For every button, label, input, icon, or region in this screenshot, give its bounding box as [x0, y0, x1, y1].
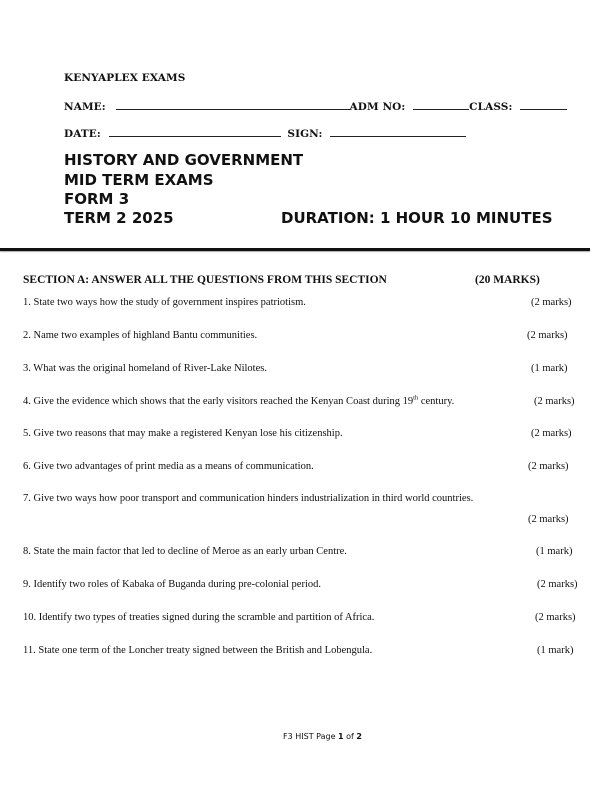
subject-title: HISTORY AND GOVERNMENT [64, 151, 304, 169]
question-marks: (2 marks) [527, 330, 568, 341]
question-text: 5. Give two reasons that may make a registered Kenyan lose his citizenship. [23, 428, 343, 439]
question-text-main: 4. Give the evidence which shows that the early visitors reached the Kenyan Coast during 19 [23, 396, 414, 407]
question-text: 1. State two ways how the study of government inspires patriotism. [23, 297, 306, 308]
exam-title: MID TERM EXAMS [64, 171, 214, 189]
question-marks: (1 mark) [537, 645, 574, 656]
question-text: 3. What was the original homeland of River-Lake Nilotes. [23, 363, 267, 374]
current-page: 1 [338, 732, 344, 741]
term-title: TERM 2 2025 [64, 209, 174, 227]
form-title: FORM 3 [64, 190, 130, 208]
question-marks: (2 marks) [535, 612, 576, 623]
class-field[interactable] [520, 99, 567, 110]
name-label: NAME: [64, 101, 106, 113]
question-text: 10. Identify two types of treaties signed during the scramble and partition of Africa. [23, 612, 375, 623]
question-marks: (2 marks) [537, 579, 578, 590]
duration-title: DURATION: 1 HOUR 10 MINUTES [281, 209, 553, 227]
section-heading: SECTION A: ANSWER ALL THE QUESTIONS FROM THIS SECTION [23, 274, 387, 286]
question-text: 7. Give two ways how poor transport and communication hinders industrialization in third world countries. [23, 493, 474, 504]
question-text: 6. Give two advantages of print media as a means of communication. [23, 461, 314, 472]
footer-of: of [343, 732, 357, 741]
name-field[interactable] [116, 99, 350, 110]
question-marks: (1 mark) [531, 363, 568, 374]
name-row [64, 99, 567, 113]
exam-provider: KENYAPLEX EXAMS [64, 72, 186, 84]
sign-field[interactable] [330, 126, 466, 137]
section-marks: (20 MARKS) [475, 274, 540, 286]
date-label: DATE: [64, 128, 101, 140]
date-row [64, 126, 466, 140]
header-divider [0, 248, 590, 251]
question-text: 11. State one term of the Loncher treaty signed between the British and Lobengula. [23, 645, 373, 656]
ordinal-suffix: th [413, 394, 419, 402]
total-pages: 2 [356, 732, 362, 741]
question-text: 2. Name two examples of highland Bantu communities. [23, 330, 258, 341]
question-marks: (2 marks) [534, 396, 575, 407]
question-marks: (2 marks) [528, 461, 569, 472]
question-text: 8. State the main factor that led to decline of Meroe as an early urban Centre. [23, 546, 347, 557]
question-marks: (2 marks) [531, 297, 572, 308]
adm-no-field[interactable] [413, 99, 469, 110]
question-text-end: century. [418, 396, 455, 407]
adm-no-label: ADM NO: [349, 101, 406, 113]
sign-label: SIGN: [287, 128, 323, 140]
question-marks: (1 mark) [536, 546, 573, 557]
class-label: CLASS: [469, 101, 513, 113]
question-text: 9. Identify two roles of Kabaka of Buganda during pre-colonial period. [23, 579, 321, 590]
date-field[interactable] [109, 126, 281, 137]
question-text [23, 396, 454, 407]
footer-prefix: F3 HIST Page [283, 732, 339, 741]
page-footer [283, 732, 362, 741]
question-marks: (2 marks) [531, 428, 572, 439]
question-marks: (2 marks) [528, 514, 569, 525]
